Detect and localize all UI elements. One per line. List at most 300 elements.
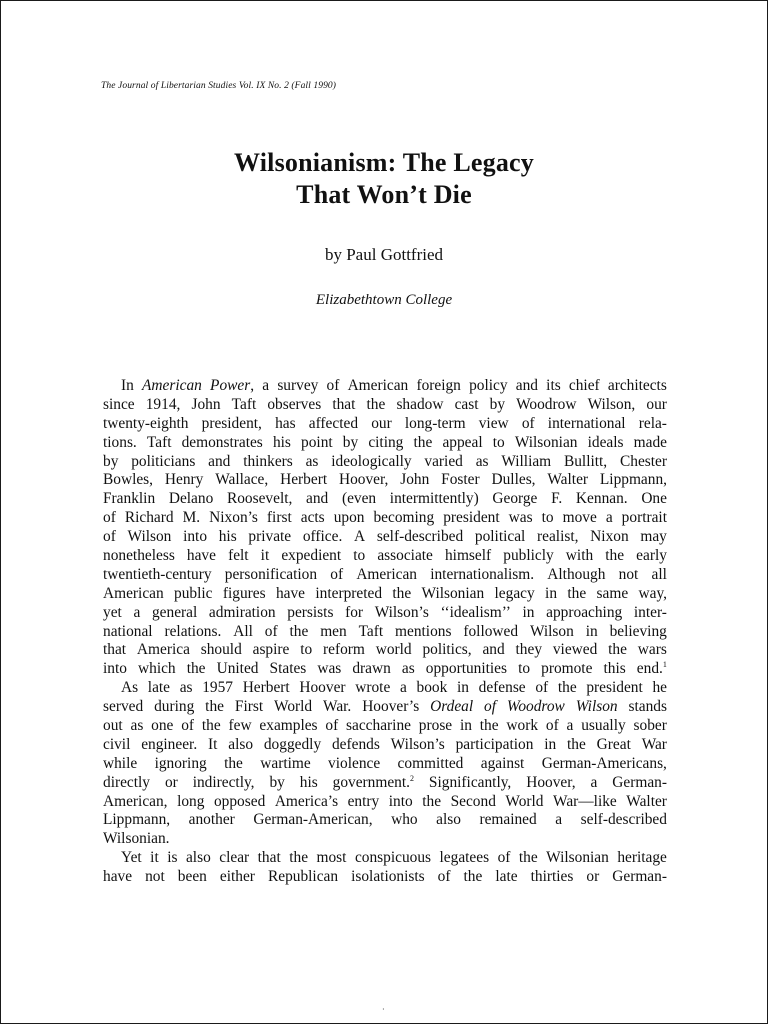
word: German-American, — [253, 811, 373, 829]
word: viewed — [552, 641, 598, 659]
word: architects — [607, 377, 667, 394]
word: Wilsonian — [514, 433, 578, 451]
word: he — [652, 679, 667, 697]
word: stands — [628, 698, 667, 716]
word: Significantly, — [428, 773, 512, 791]
word: not — [618, 565, 639, 583]
word: persists — [287, 603, 334, 621]
word: it — [150, 849, 159, 867]
word: ideals — [587, 433, 624, 451]
body-line — [103, 641, 667, 660]
body-line — [103, 849, 667, 868]
word: American — [142, 377, 202, 394]
word: a — [555, 811, 563, 829]
word: our — [646, 395, 667, 413]
word: the — [201, 717, 221, 735]
word: move — [562, 509, 597, 527]
title-line-1: Wilsonianism: The Legacy — [234, 148, 534, 177]
word: men — [320, 622, 347, 640]
word: government.$^2$ — [332, 773, 414, 791]
word: in — [545, 584, 558, 602]
word: of — [535, 679, 549, 697]
word: 1957 — [202, 679, 233, 697]
word: Kennan. — [575, 490, 628, 508]
word: the — [422, 792, 442, 810]
word: German- — [612, 773, 667, 791]
word: out — [103, 717, 123, 735]
word: a — [605, 509, 613, 527]
article-title — [1, 147, 767, 211]
word: public — [174, 584, 213, 602]
word: have — [275, 584, 306, 602]
word: his — [272, 433, 291, 451]
word: his — [218, 528, 237, 546]
word: interpreted — [315, 584, 383, 602]
word: nonetheless — [103, 547, 175, 565]
word: Wilsonian — [421, 584, 485, 602]
word: American — [347, 377, 409, 394]
word: remained — [479, 811, 537, 829]
word: long-term — [404, 414, 466, 432]
word: the — [567, 735, 586, 753]
word: Wallace, — [215, 471, 269, 489]
word: cast — [454, 395, 479, 413]
word: all — [651, 565, 667, 583]
word: president — [586, 679, 643, 697]
word: Walter — [547, 471, 589, 489]
body-line — [103, 868, 667, 887]
body-line — [103, 490, 667, 509]
word: private — [248, 528, 292, 546]
word: inter- — [633, 603, 667, 621]
word: which — [138, 660, 176, 678]
word: of — [497, 849, 511, 867]
word: Wilsonian — [546, 849, 609, 867]
word: first — [266, 509, 292, 527]
word: Taft — [358, 622, 384, 640]
word: Nixon — [590, 528, 629, 546]
word: clear — [219, 849, 250, 867]
word: Foster — [441, 471, 480, 489]
word: Wilson, — [587, 395, 636, 413]
word: another — [188, 811, 235, 829]
word: ideologically — [331, 452, 412, 470]
word: Hoover — [299, 679, 346, 697]
body-line — [103, 528, 667, 547]
body-line — [103, 623, 667, 642]
word: as — [130, 717, 144, 735]
word: defense — [478, 679, 526, 697]
author-affiliation: Elizabethtown College — [315, 292, 453, 308]
word: against — [480, 754, 525, 772]
word: followed — [463, 622, 519, 640]
word: Franklin — [103, 490, 156, 508]
word: Herbert — [280, 471, 328, 489]
word: relations. — [164, 622, 222, 640]
word: that — [332, 395, 356, 413]
word: the — [289, 849, 309, 867]
word: it — [260, 547, 270, 565]
word: end.$^1$ — [636, 660, 667, 678]
body-line — [103, 717, 667, 736]
word: policy — [469, 377, 508, 394]
word: office. — [302, 528, 343, 546]
word: foreign — [416, 377, 461, 394]
word: becoming — [373, 509, 435, 527]
word: international — [547, 414, 626, 432]
word: believing — [609, 622, 667, 640]
word: Hoover, — [526, 773, 576, 791]
word: upon — [333, 509, 365, 527]
word: same — [596, 584, 629, 602]
word: drawn — [352, 660, 391, 678]
word: opportunities — [425, 660, 508, 678]
word: president — [443, 509, 500, 527]
author-byline: by Paul Gottfried — [324, 245, 444, 264]
body-line — [103, 698, 667, 717]
word: by — [269, 773, 285, 791]
word: internationalism. — [430, 565, 535, 583]
word: Although — [547, 565, 606, 583]
body-line — [103, 396, 667, 415]
word: not — [145, 868, 165, 886]
word: promote — [541, 660, 593, 678]
word: Roosevelt, — [226, 490, 293, 508]
word: yet — [103, 603, 122, 621]
word: wartime — [260, 754, 311, 772]
word: made — [633, 433, 667, 451]
word: the — [605, 547, 625, 565]
word: violence — [328, 754, 381, 772]
word: few — [228, 717, 252, 735]
word: by — [342, 433, 359, 451]
word: M. — [182, 509, 201, 527]
word: book — [416, 679, 448, 697]
word: doggedly — [263, 735, 322, 753]
word: As — [121, 679, 139, 697]
word: Taft — [231, 395, 257, 413]
word: its — [546, 377, 561, 394]
word: should — [200, 641, 242, 659]
word: Hoover, — [338, 471, 389, 489]
word: sober — [633, 717, 667, 735]
word: also — [436, 811, 461, 829]
word: defends — [331, 735, 380, 753]
word: Wilson — [127, 528, 172, 546]
word: was — [508, 509, 533, 527]
word: Woodrow — [516, 395, 577, 413]
word: associate — [377, 547, 433, 565]
word: ‘‘idealism’’ — [440, 603, 511, 621]
word: to — [541, 509, 554, 527]
word: acts — [300, 509, 325, 527]
word: a — [133, 603, 141, 621]
word: way, — [638, 584, 667, 602]
word: War—like — [553, 792, 617, 810]
body-line — [103, 604, 667, 623]
word: of — [545, 717, 559, 735]
word: opposed — [213, 792, 266, 810]
word: work — [506, 717, 539, 735]
word: Lippmann, — [103, 811, 171, 829]
page-mark: · — [382, 1005, 385, 1014]
word: usually — [581, 717, 626, 735]
word: War. — [323, 698, 352, 716]
word: that — [257, 849, 281, 867]
word: that — [103, 641, 127, 659]
word: chief — [568, 377, 600, 394]
word: It — [208, 735, 218, 753]
word: has — [275, 414, 296, 432]
word: or — [164, 773, 178, 791]
body-line — [103, 774, 667, 793]
body-line — [103, 453, 667, 472]
word: participation — [455, 735, 534, 753]
word: One — [641, 490, 667, 508]
word: of — [330, 565, 344, 583]
word: In — [121, 377, 134, 394]
word: self-described — [580, 811, 667, 829]
word: Bowles, — [103, 471, 154, 489]
word: Wilson’s — [390, 735, 445, 753]
word: who — [391, 811, 418, 829]
word: thirties — [530, 868, 574, 886]
word: affected — [308, 414, 359, 432]
word: German-Americans, — [541, 754, 667, 772]
word: F. — [551, 490, 563, 508]
word: the — [366, 395, 386, 413]
word: and — [482, 641, 505, 659]
body-line — [103, 585, 667, 604]
word: engineer. — [141, 735, 198, 753]
word: portrait — [621, 509, 667, 527]
body-line — [103, 509, 667, 528]
word: Wilson — [575, 698, 618, 716]
word: the — [392, 584, 412, 602]
word: long — [177, 792, 205, 810]
word: Yet — [121, 849, 142, 867]
word: Dulles, — [491, 471, 536, 489]
word: American, — [103, 792, 168, 810]
word: general — [151, 603, 198, 621]
word: Taft — [146, 433, 172, 451]
word: felt — [228, 547, 249, 565]
word: and — [208, 452, 231, 470]
word: politics, — [422, 641, 472, 659]
word: is — [167, 849, 178, 867]
word: during — [154, 698, 195, 716]
body-line — [103, 471, 667, 490]
word: served — [103, 698, 144, 716]
word: political — [474, 528, 526, 546]
word: Lippmann, — [599, 471, 667, 489]
word: thinkers — [243, 452, 293, 470]
word: War — [641, 735, 667, 753]
word: into — [183, 528, 208, 546]
word: with — [565, 547, 594, 565]
word: citing — [368, 433, 404, 451]
body-line — [103, 811, 667, 830]
word: Delano — [168, 490, 214, 508]
word: Ordeal — [430, 698, 474, 716]
word: a — [566, 717, 574, 735]
word: his — [299, 773, 318, 791]
word: of — [325, 717, 339, 735]
word: of — [521, 414, 535, 432]
body-line — [103, 547, 667, 566]
word: the — [518, 849, 538, 867]
word: Hoover’s — [362, 698, 420, 716]
word: they — [515, 641, 543, 659]
word: Republican — [267, 868, 339, 886]
word: expedient — [281, 547, 342, 565]
word: A — [354, 528, 366, 546]
word: and — [515, 377, 538, 394]
word: observes — [267, 395, 322, 413]
word: Walter — [626, 792, 667, 810]
word: personification — [224, 565, 318, 583]
word: a — [590, 773, 598, 791]
word: of — [326, 377, 340, 394]
word: appeal — [442, 433, 483, 451]
word: for — [345, 603, 364, 621]
word: a — [399, 679, 407, 697]
word: World — [505, 792, 544, 810]
word: Richard — [124, 509, 174, 527]
body-line — [103, 793, 667, 812]
word: Bullitt, — [563, 452, 608, 470]
word: been — [177, 868, 207, 886]
journal-header: The Journal of Libertarian Studies Vol. IX No. 2 (Fall 1990) — [101, 81, 337, 91]
word: the — [479, 717, 499, 735]
word: to — [518, 660, 531, 678]
word: a — [262, 377, 270, 394]
word: John — [191, 395, 221, 413]
word: directly — [103, 773, 151, 791]
word: of — [264, 622, 278, 640]
title-line-2: That Won’t Die — [296, 180, 472, 209]
word: American — [103, 584, 164, 602]
word: publicly — [503, 547, 554, 565]
body-line — [103, 566, 667, 585]
article-body — [103, 377, 667, 887]
word: Herbert — [242, 679, 290, 697]
word: demonstrates — [181, 433, 263, 451]
word: as — [401, 660, 415, 678]
word: indirectly, — [192, 773, 255, 791]
body-line — [103, 415, 667, 434]
word: All — [233, 622, 253, 640]
word: John — [400, 471, 430, 489]
word: of — [437, 868, 451, 886]
word: committed — [397, 754, 464, 772]
word: national — [103, 622, 153, 640]
word: most — [316, 849, 347, 867]
word: varied — [424, 452, 463, 470]
word: of — [181, 717, 195, 735]
word: States — [269, 660, 307, 678]
word: of — [484, 698, 497, 716]
word: America’s — [274, 792, 339, 810]
word: one — [151, 717, 174, 735]
word: the — [463, 868, 483, 886]
word: isolationists — [351, 868, 425, 886]
word: twenty-eighth — [103, 414, 189, 432]
word: twentieth-century — [103, 565, 212, 583]
word: early — [636, 547, 667, 565]
word: while — [103, 754, 138, 772]
word: in — [585, 622, 598, 640]
word: to — [353, 547, 366, 565]
word: Chester — [619, 452, 667, 470]
word: Nixon’s — [209, 509, 258, 527]
word: figures — [222, 584, 266, 602]
word: Wilson’s — [374, 603, 429, 621]
word: mentions — [395, 622, 452, 640]
word: the — [567, 584, 587, 602]
word: in — [456, 679, 469, 697]
word: reform — [323, 641, 365, 659]
word: approaching — [546, 603, 623, 621]
word: since — [103, 395, 135, 413]
word: the — [205, 698, 224, 716]
word: politicians — [131, 452, 196, 470]
word: in — [522, 603, 535, 621]
word: Woodrow — [506, 698, 565, 716]
word: legatees — [439, 849, 490, 867]
word: also — [185, 849, 211, 867]
word: in — [459, 717, 472, 735]
word: of — [103, 509, 116, 527]
word: the — [608, 641, 627, 659]
word: heritage — [617, 849, 667, 867]
word: president, — [201, 414, 262, 432]
word: the — [289, 622, 309, 640]
word: have — [186, 547, 216, 565]
word: by — [103, 452, 119, 470]
word: wars — [637, 641, 667, 659]
body-line — [103, 377, 667, 396]
word: world — [375, 641, 412, 659]
word: was — [317, 660, 342, 678]
word: in — [544, 735, 557, 753]
word: may — [640, 528, 667, 546]
word: realist, — [537, 528, 579, 546]
word: to — [300, 641, 313, 659]
word: as — [305, 452, 319, 470]
word: William — [501, 452, 552, 470]
word: by — [489, 395, 506, 413]
body-line — [103, 660, 667, 679]
body-line — [103, 434, 667, 453]
word: this — [603, 660, 626, 678]
word: Wilson — [529, 622, 574, 640]
word: either — [219, 868, 255, 886]
word: self-described — [376, 528, 464, 546]
word: admiration — [208, 603, 276, 621]
word: Wilsonian. — [103, 830, 170, 848]
word: saccharine — [346, 717, 411, 735]
word: conspicuous — [354, 849, 432, 867]
word: examples — [259, 717, 318, 735]
word: as — [179, 679, 193, 697]
word: into — [103, 660, 127, 678]
word: First — [234, 698, 264, 716]
word: point — [301, 433, 333, 451]
word: (even — [341, 490, 377, 508]
word: wrote — [355, 679, 391, 697]
word: 1914, — [145, 395, 181, 413]
